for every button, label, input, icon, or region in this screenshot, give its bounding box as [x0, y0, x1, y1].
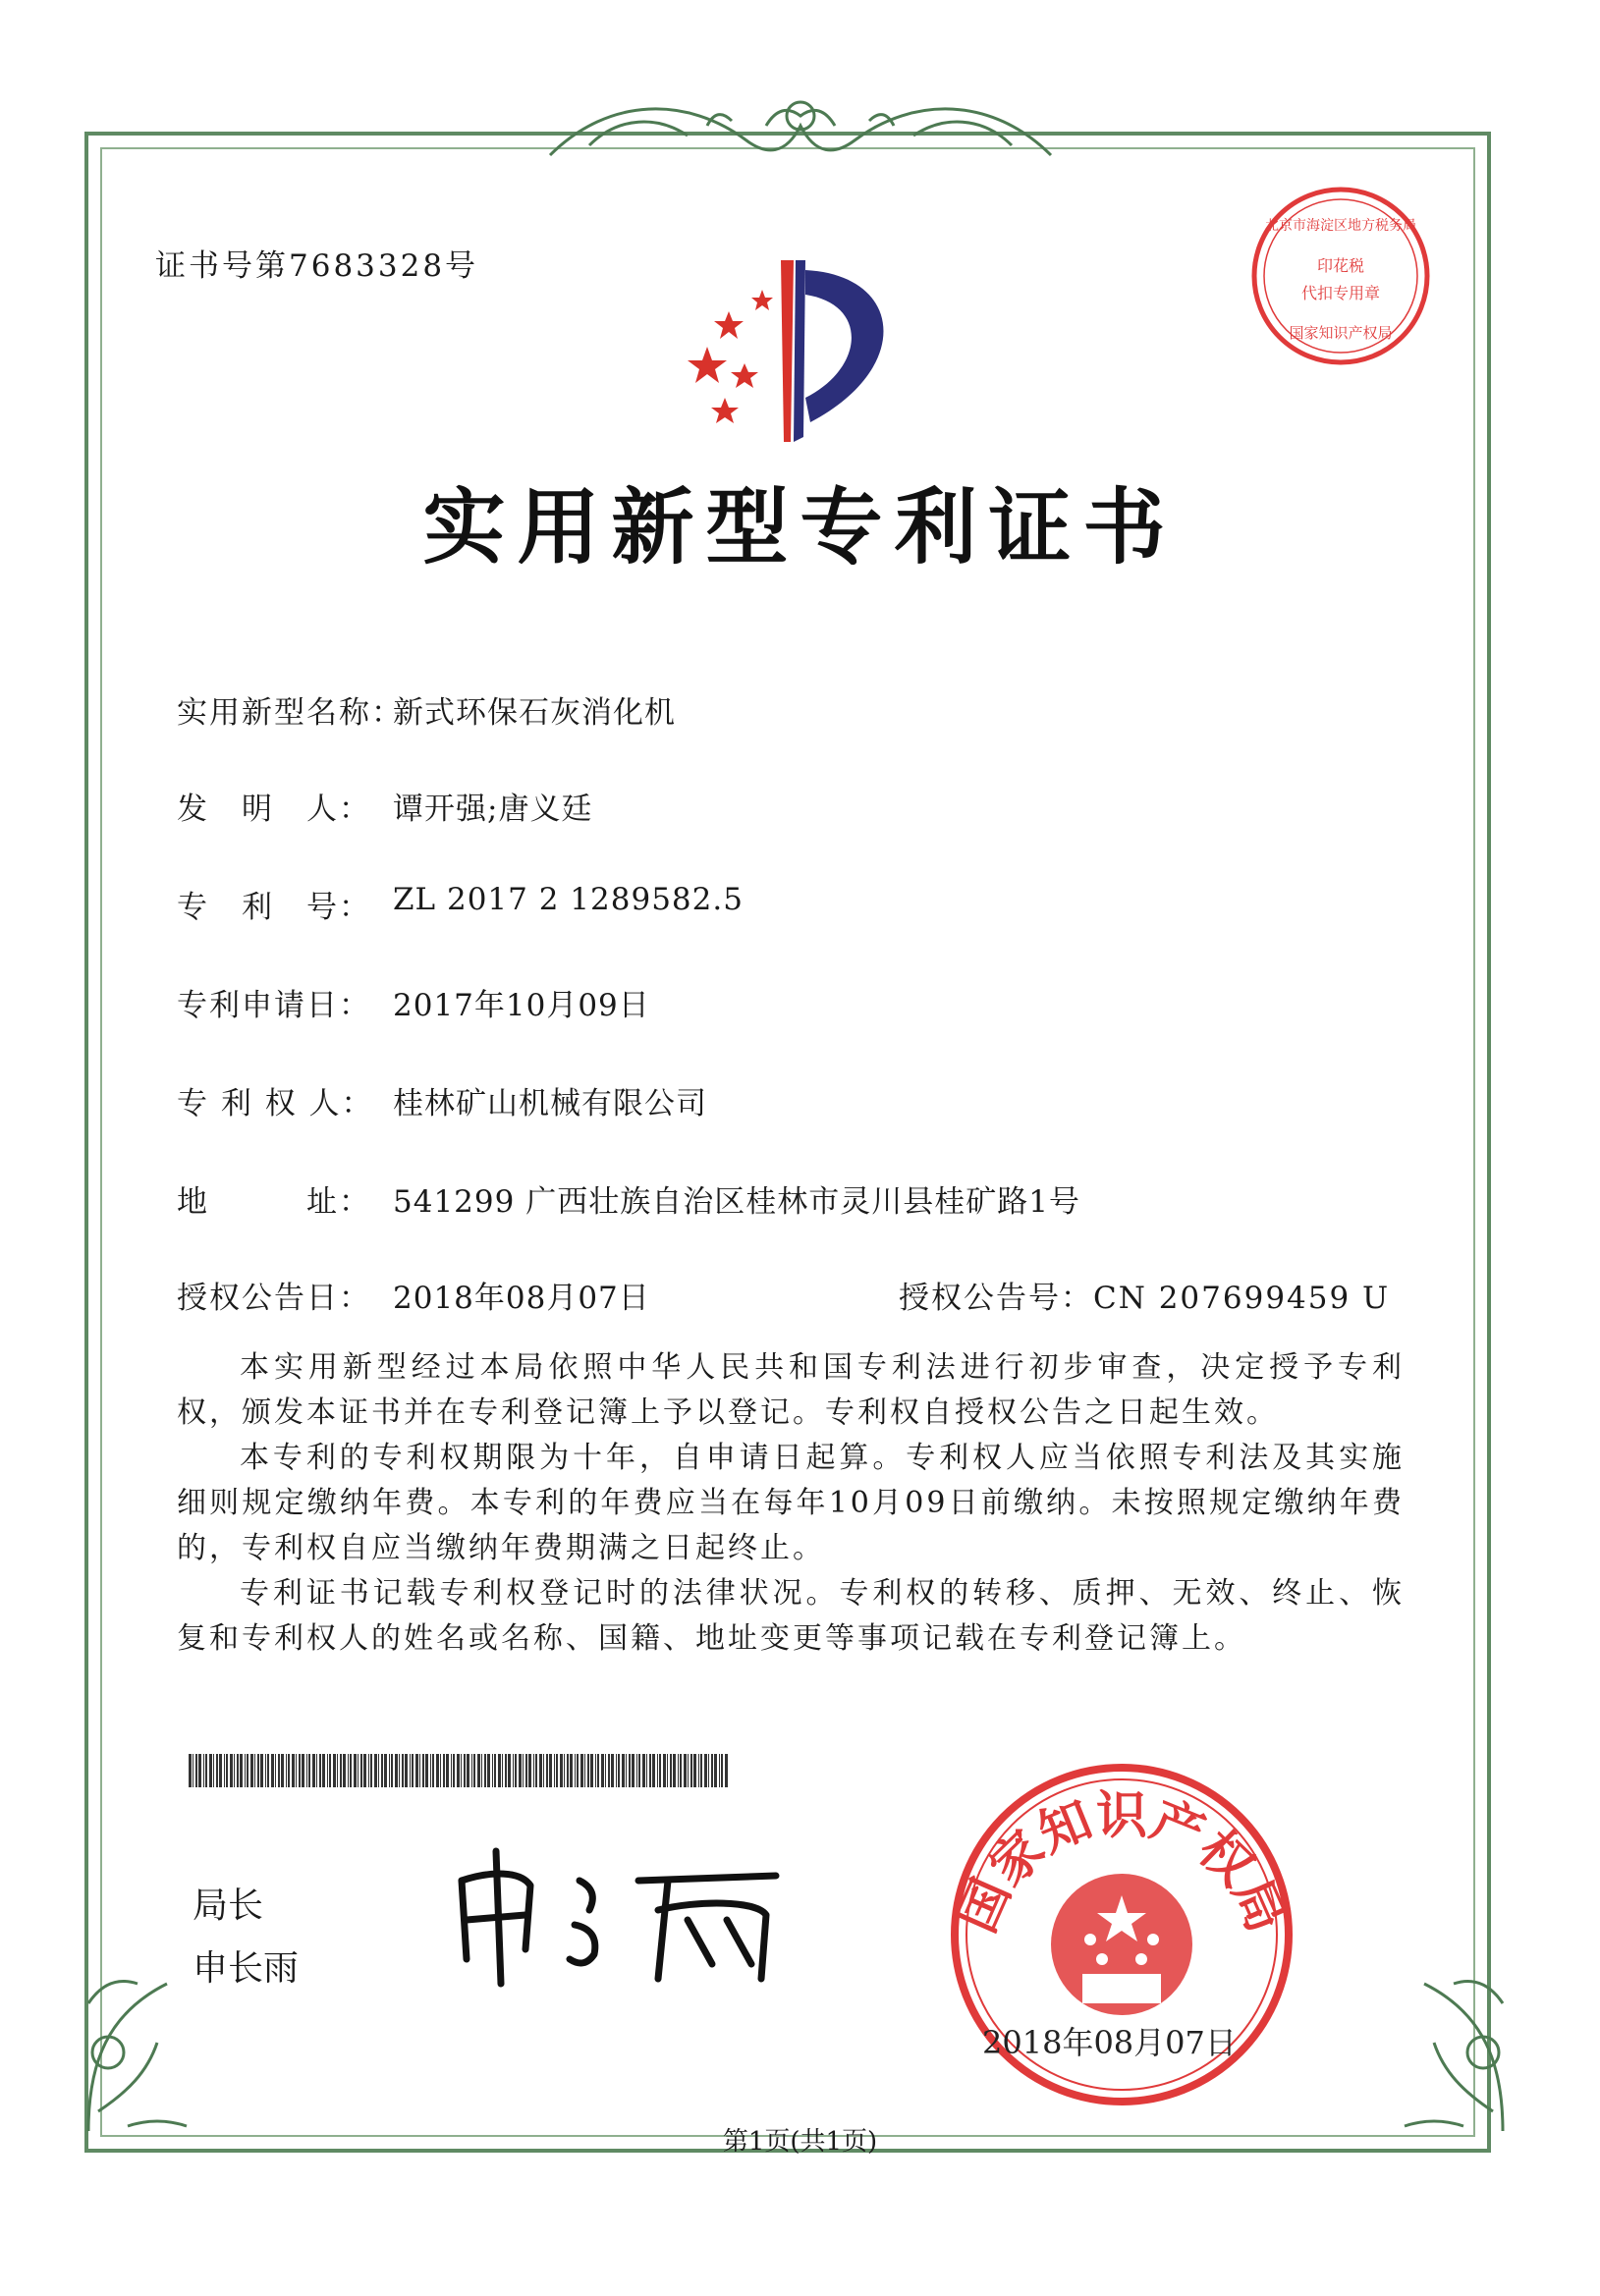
signatory-title: 局长 — [193, 1886, 264, 1926]
field-value-grant-date: 2018年08月07日 — [393, 1281, 650, 1316]
certificate-number: 证书号第7683328号 — [155, 248, 479, 284]
body-paragraph: 本专利的专利权期限为十年，自申请日起算。专利权人应当依照专利法及其实施细则规定缴纳年费。本专利的年费应当在每年10月09日前缴纳。未按照规定缴纳年费的，专利权自应当缴纳年费期满之日起终止。 — [177, 1441, 1405, 1565]
svg-text:代扣专用章: 代扣专用章 — [1300, 284, 1381, 302]
field-value-patentee: 桂林矿山机械有限公司 — [393, 1086, 707, 1121]
field-label-grant-date: 授权公告日： — [177, 1281, 371, 1316]
handwritten-signature-icon — [442, 1841, 815, 1989]
page-title: 实用新型专利证书 — [422, 478, 1178, 575]
signatory-name: 申长雨 — [193, 1948, 300, 1989]
top-ornament-icon — [530, 86, 1071, 175]
barcode-icon — [189, 1754, 729, 1787]
tax-stamp-icon — [1247, 183, 1434, 369]
svg-text:国家知识产权局: 国家知识产权局 — [1289, 324, 1393, 342]
field-label-utility-name: 实用新型名称： — [177, 695, 404, 731]
field-value-application-date: 2017年10月09日 — [393, 988, 650, 1023]
svg-text:印花税: 印花税 — [1316, 256, 1365, 275]
body-paragraph: 专利证书记载专利权登记时的法律状况。专利权的转移、质押、无效、终止、恢复和专利权人的姓名或名称、国籍、地址变更等事项记载在专利登记簿上。 — [177, 1576, 1405, 1656]
field-label-patentee: 专 利 权 人： — [177, 1086, 374, 1121]
seal-date: 2018年08月07日 — [982, 2024, 1237, 2061]
svg-text:国家知识产权局: 国家知识产权局 — [947, 1785, 1297, 1941]
grant-publication-number: 授权公告号：CN 207699459 U — [899, 1281, 1391, 1316]
field-label-application-date: 专利申请日： — [177, 988, 371, 1023]
bottom-right-ornament-icon — [1375, 1944, 1522, 2141]
field-value-patent-number: ZL 2017 2 1289582.5 — [393, 882, 744, 917]
page-footer: 第1页(共1页) — [722, 2127, 878, 2157]
field-label-address: 地 址： — [177, 1184, 371, 1220]
field-value-inventor: 谭开强;唐义廷 — [393, 792, 593, 827]
field-value-address: 541299 广西壮族自治区桂林市灵川县桂矿路1号 — [393, 1184, 1080, 1220]
body-paragraph: 本实用新型经过本局依照中华人民共和国专利法进行初步审查，决定授予专利权，颁发本证书并在专利登记簿上予以登记。专利权自授权公告之日起生效。 — [177, 1350, 1405, 1430]
field-value-utility-name: 新式环保石灰消化机 — [393, 695, 676, 731]
field-label-patent-number: 专 利 号： — [177, 890, 371, 925]
patent-office-logo-icon — [668, 250, 913, 447]
field-label-inventor: 发 明 人： — [177, 792, 371, 827]
svg-text:北京市海淀区地方税务局: 北京市海淀区地方税务局 — [1265, 218, 1416, 234]
